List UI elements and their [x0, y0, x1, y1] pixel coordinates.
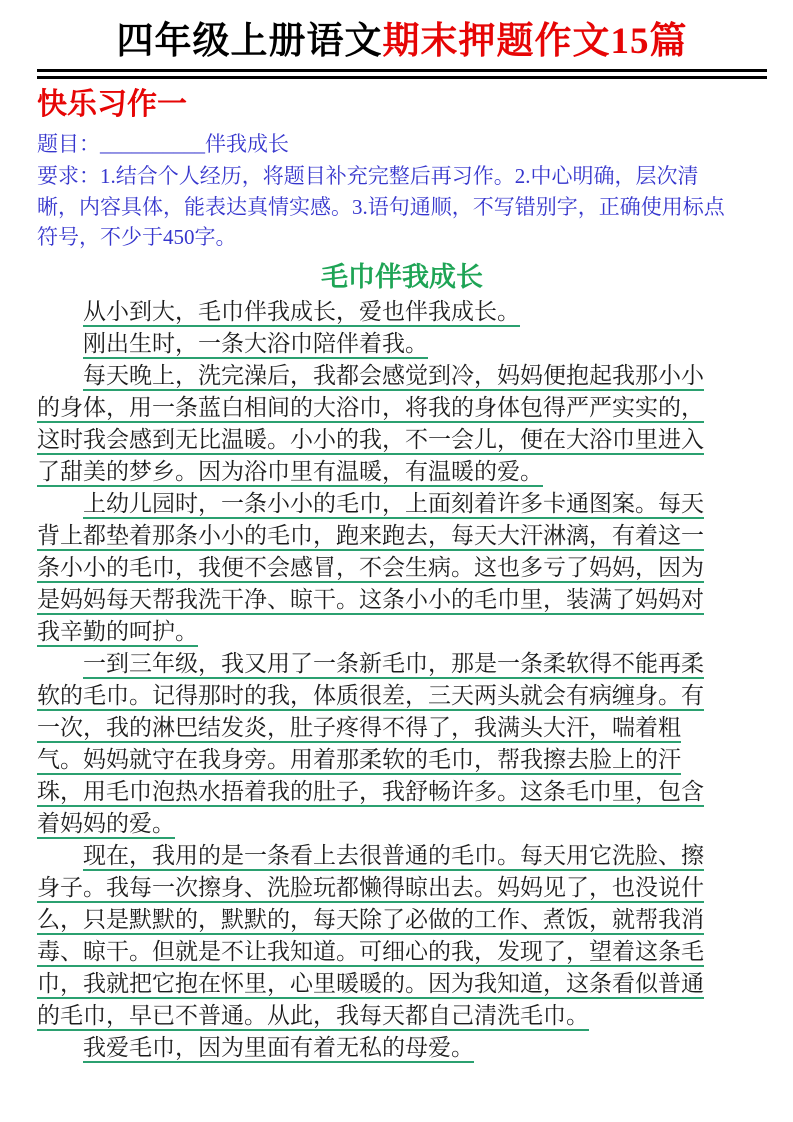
essay-line-text: 我辛勤的呵护。 — [37, 619, 198, 647]
essay-line — [37, 585, 767, 617]
essay-line — [37, 297, 767, 329]
essay-line-text: 巾，我就把它抱在怀里，心里暖暖的。因为我知道，这条看似普通 — [37, 971, 704, 999]
essay-line-text: 软的毛巾。记得那时的我，体质很差，三天两头就会有病缠身。有 — [37, 683, 704, 711]
essay-line-text: 是妈妈每天帮我洗干净、晾干。这条小小的毛巾里，装满了妈妈对 — [37, 587, 704, 615]
essay-line-text: 毒、晾干。但就是不让我知道。可细心的我，发现了，望着这条毛 — [37, 939, 704, 967]
essay-line — [37, 393, 767, 425]
essay-line-text: 身子。我每一次擦身、洗脸玩都懒得晾出去。妈妈见了，也没说什 — [37, 875, 704, 903]
essay-line-text: 现在，我用的是一条看上去很普通的毛巾。每天用它洗脸、擦 — [83, 843, 704, 871]
essay-line — [37, 745, 767, 777]
essay-line-text: 的毛巾，早已不普通。从此，我每天都自己清洗毛巾。 — [37, 1003, 589, 1031]
essay-line — [37, 617, 767, 649]
essay-line-text: 气。妈妈就守在我身旁。用着那柔软的毛巾，帮我擦去脸上的汗 — [37, 747, 681, 775]
essay-line — [37, 649, 767, 681]
essay-line — [37, 361, 767, 393]
essay-line — [37, 1001, 767, 1033]
document-title-black-part: 四年级上册语文 — [116, 21, 383, 62]
essay-line — [37, 841, 767, 873]
essay-line — [37, 969, 767, 1001]
essay-line — [37, 905, 767, 937]
essay-topic-line: 题目：__________伴我成长 — [37, 132, 289, 156]
essay-line-text: 一到三年级，我又用了一条新毛巾，那是一条柔软得不能再柔 — [83, 651, 704, 679]
essay-line-text: 一次，我的淋巴结发炎，肚子疼得不得了，我满头大汗，喘着粗 — [37, 715, 681, 743]
essay-line — [37, 457, 767, 489]
essay-line — [37, 489, 767, 521]
essay-title: 毛巾伴我成长 — [321, 261, 483, 292]
essay-line — [37, 1033, 767, 1065]
title-divider — [37, 69, 767, 79]
essay-line-text: 上幼儿园时，一条小小的毛巾，上面刻着许多卡通图案。每天 — [83, 491, 704, 519]
document-title-red-part: 期末押题作文15篇 — [382, 21, 688, 62]
essay-line-text: 的身体，用一条蓝白相间的大浴巾，将我的身体包得严严实实的， — [37, 395, 704, 423]
requirement-line: 符号，不少于450字。 — [37, 225, 237, 249]
requirement-line: 要求：1.结合个人经历，将题目补充完整后再习作。2.中心明确，层次清 — [37, 164, 699, 188]
title-divider-top-rule — [37, 69, 767, 72]
essay-line — [37, 777, 767, 809]
essay-line-text: 我爱毛巾，因为里面有着无私的母爱。 — [83, 1035, 474, 1063]
essay-line — [37, 809, 767, 841]
essay-body — [37, 297, 767, 1065]
essay-line-text: 背上都垫着那条小小的毛巾，跑来跑去，每天大汗淋漓，有着这一 — [37, 523, 704, 551]
document-title — [37, 18, 767, 66]
essay-line — [37, 873, 767, 905]
essay-line-text: 珠，用毛巾泡热水捂着我的肚子，我舒畅许多。这条毛巾里，包含 — [37, 779, 704, 807]
essay-line — [37, 681, 767, 713]
requirement-line: 晰，内容具体，能表达真情实感。3.语句通顺，不写错别字，正确使用标点 — [37, 194, 725, 219]
essay-line — [37, 553, 767, 585]
essay-line-text: 从小到大，毛巾伴我成长，爱也伴我成长。 — [83, 299, 520, 327]
requirements-block — [37, 161, 767, 253]
essay-line — [37, 937, 767, 969]
essay-line-text: 刚出生时，一条大浴巾陪伴着我。 — [83, 331, 428, 359]
section-heading: 快乐习作一 — [37, 88, 187, 121]
essay-line-text: 么，只是默默的，默默的，每天除了必做的工作、煮饭，就帮我消 — [37, 907, 704, 935]
essay-line-text: 每天晚上，洗完澡后，我都会感觉到冷，妈妈便抱起我那小小 — [83, 363, 704, 391]
essay-line — [37, 521, 767, 553]
essay-line — [37, 713, 767, 745]
essay-line-text: 了甜美的梦乡。因为浴巾里有温暖，有温暖的爱。 — [37, 459, 543, 487]
essay-line — [37, 329, 767, 361]
essay-line — [37, 425, 767, 457]
essay-line-text: 条小小的毛巾，我便不会感冒，不会生病。这也多亏了妈妈，因为 — [37, 555, 704, 583]
essay-line-text: 这时我会感到无比温暖。小小的我，不一会儿，便在大浴巾里进入 — [37, 427, 704, 455]
essay-line-text: 着妈妈的爱。 — [37, 811, 175, 839]
title-divider-bottom-rule — [37, 76, 767, 79]
